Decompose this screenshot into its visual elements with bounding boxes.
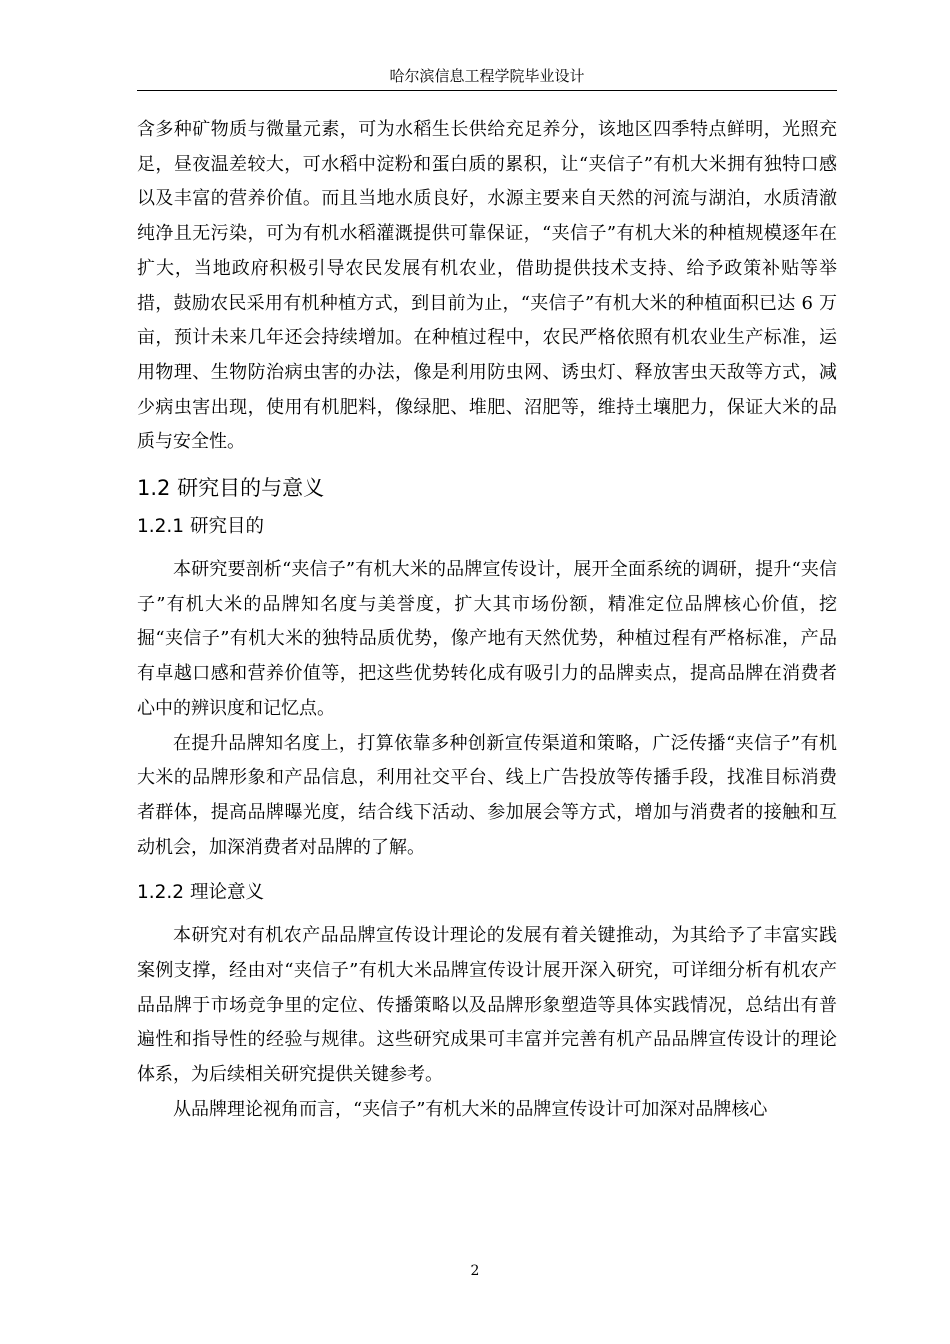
theory-paragraph-1: 本研究对有机农产品品牌宣传设计理论的发展有着关键推动，为其给予了丰富实践案例支撑，经由对“夹信子”有机大米品牌宣传设计展开深入研究，可详细分析有机农产品品牌于市场竞争里的定位、传播策略以及品牌形象塑造等具体实践情况，总结出有普遍性和指导性的经验与规律。这些研究成果可丰富并完善有机产品品牌宣传设计的理论体系，为后续相关研究提供关键参考。 — [137, 925, 837, 1086]
page-header-title: 哈尔滨信息工程学院毕业设计 — [389, 67, 585, 85]
theory-paragraph-2: 从品牌理论视角而言，“夹信子”有机大米的品牌宣传设计可加深对品牌核心 — [173, 1098, 768, 1120]
page-number: 2 — [470, 1263, 480, 1279]
section-heading-1-2: 1.2 研究目的与意义 — [137, 476, 325, 501]
section-heading-1-2-2: 1.2.2 理论意义 — [137, 882, 264, 904]
purpose-paragraph-2: 在提升品牌知名度上，打算依靠多种创新宣传渠道和策略，广泛传播“夹信子”有机大米的品牌形象和产品信息，利用社交平台、线上广告投放等传播手段，找准目标消费者群体，提高品牌曝光度，结合线下活动、参加展会等方式，增加与消费者的接触和互动机会，加深消费者对品牌的了解。 — [137, 732, 837, 858]
document-body — [137, 113, 837, 1128]
section-heading-1-2-1: 1.2.1 研究目的 — [137, 516, 264, 538]
header-divider — [137, 90, 837, 91]
intro-paragraph: 含多种矿物质与微量元素，可为水稻生长供给充足养分，该地区四季特点鲜明，光照充足，昼夜温差较大，可水稻中淀粉和蛋白质的累积，让“夹信子”有机大米拥有独特口感以及丰富的营养价值。而且当地水质良好，水源主要来自天然的河流与湖泊，水质清澈纯净且无污染，可为有机水稻灌溉提供可靠保证，“夹信子”有机大米的种植规模逐年在扩大，当地政府积极引导农民发展有机农业，借助提供技术支持、给予政策补贴等举措，鼓励农民采用有机种植方式，到目前为止，“夹信子”有机大米的种植面积已达 6 万亩，预计未来几年还会持续增加。在种植过程中，农民严格依照有机农业生产标准，运用物理、生物防治病虫害的办法，像是利用防虫网、诱虫灯、释放害虫天敌等方式，减少病虫害出现，使用有机肥料，像绿肥、堆肥、沼肥等，维持土壤肥力，保证大米的品质与安全性。 — [137, 119, 837, 453]
purpose-paragraph-1: 本研究要剖析“夹信子”有机大米的品牌宣传设计，展开全面系统的调研，提升“夹信子”有机大米的品牌知名度与美誉度，扩大其市场份额，精准定位品牌核心价值，挖掘“夹信子”有机大米的独特品质优势，像产地有天然优势，种植过程有严格标准，产品有卓越口感和营养价值等，把这些优势转化成有吸引力的品牌卖点，提高品牌在消费者心中的辨识度和记忆点。 — [137, 559, 837, 719]
